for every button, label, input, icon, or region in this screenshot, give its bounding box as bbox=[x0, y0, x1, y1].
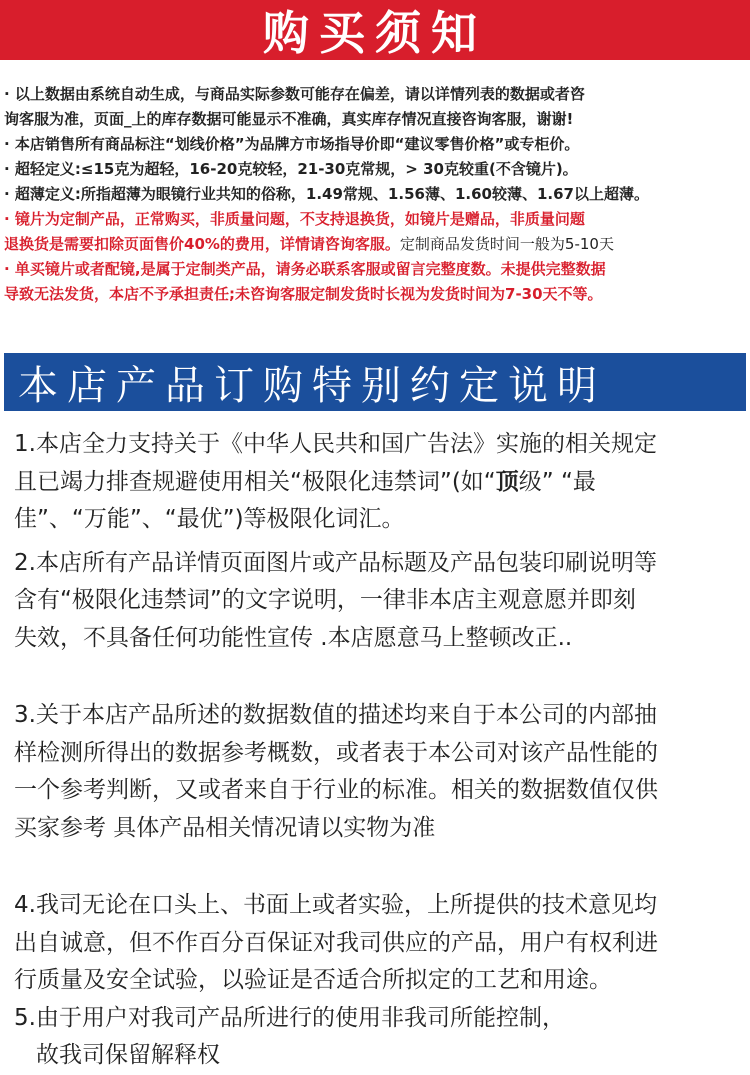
shipping-time-text: 定制商品发货时间一般为5-10天 bbox=[399, 235, 614, 253]
term-line: 4.我司无论在口头上、书面上或者实验，上所提供的技术意见均 bbox=[14, 892, 657, 918]
notice-line: · 以上数据由系统自动生成，与商品实际参数可能存在偏差，请以详情列表的数据或者咨 bbox=[4, 85, 585, 103]
purchase-notice bbox=[4, 82, 748, 307]
term-line: 2.本店所有产品详情页面图片或产品标题及产品包装印刷说明等 bbox=[14, 549, 657, 576]
term-line: 1.本店全力支持关于《中华人民共和国广告法》实施的相关规定 bbox=[14, 431, 657, 457]
notice-line: 询客服为准，页面_上的库存数据可能显示不准确，真实库存情况直接咨询客服，谢谢! bbox=[4, 110, 574, 128]
term-line bbox=[14, 464, 742, 502]
header-banner bbox=[0, 0, 750, 60]
special-terms bbox=[14, 426, 742, 1075]
term-line: 样检测所得出的数据参考概数，或者表于本公司对该产品性能的 bbox=[14, 739, 658, 766]
term-line: 3.关于本店产品所述的数据数值的描述均来自于本公司的内部抽 bbox=[14, 702, 657, 728]
term-line: 买家参考 具体产品相关情况请以实物为准 bbox=[14, 814, 436, 841]
notice-line-warning: 导致无法发货，本店不予承担责任;未咨询客服定制发货时长视为发货时间为7-30天不等。 bbox=[4, 285, 603, 303]
term-line: 5.由于用户对我司产品所进行的使用非我司所能控制， bbox=[14, 1004, 565, 1031]
term-line: 含有“极限化违禁词”的文字说明，一律非本店主观意愿并即刻 bbox=[14, 587, 636, 613]
spacer bbox=[14, 657, 742, 697]
spacer bbox=[14, 847, 742, 887]
notice-line: · 超薄定义:所指超薄为眼镜行业共知的俗称，1.49常规、1.56薄、1.60较薄、1.67以上超薄。 bbox=[4, 185, 649, 203]
term-line: 行质量及安全试验，以验证是否适合所拟定的工艺和用途。 bbox=[14, 967, 612, 993]
term-text: 级” “最 bbox=[518, 468, 596, 495]
term-bold-text: 顶 bbox=[495, 468, 519, 495]
section-banner bbox=[4, 353, 746, 411]
section-title: 本店产品订购特别约定说明 bbox=[18, 362, 606, 409]
warning-text: 退换货是需要扣除页面售价40%的费用，详情请咨询客服。 bbox=[4, 235, 400, 253]
notice-line-warning bbox=[4, 232, 748, 257]
term-line: 佳”、“万能”、“最优”)等极限化词汇。 bbox=[14, 506, 405, 532]
term-line: 一个参考判断，又或者来自于行业的标准。相关的数据数值仅供 bbox=[14, 777, 658, 803]
notice-line-warning: · 镜片为定制产品，正常购买，非质量问题，不支持退换货，如镜片是赠品，非质量问题 bbox=[4, 210, 585, 228]
notice-line: · 本店销售所有商品标注“划线价格”为品牌方市场指导价即“建议零售价格”或专柜价。 bbox=[4, 135, 580, 153]
term-line: 失效，不具备任何功能性宣传 .本店愿意马上整顿改正.. bbox=[14, 624, 573, 651]
term-text: 且已竭力排查规避使用相关“极限化违禁词”(如“ bbox=[14, 468, 496, 495]
page-title: 购买须知 bbox=[263, 6, 487, 60]
term-line: 故我司保留解释权 bbox=[36, 1042, 220, 1068]
notice-line: · 超轻定义:≤15克为超轻，16-20克较轻，21-30克常规，> 30克较重(不含镜片)。 bbox=[4, 160, 578, 178]
notice-line-warning: · 单买镜片或者配镜,是属于定制类产品，请务必联系客服或留言完整度数。未提供完整数据 bbox=[4, 260, 606, 278]
term-line: 出自诚意，但不作百分百保证对我司供应的产品，用户有权利进 bbox=[14, 929, 658, 956]
